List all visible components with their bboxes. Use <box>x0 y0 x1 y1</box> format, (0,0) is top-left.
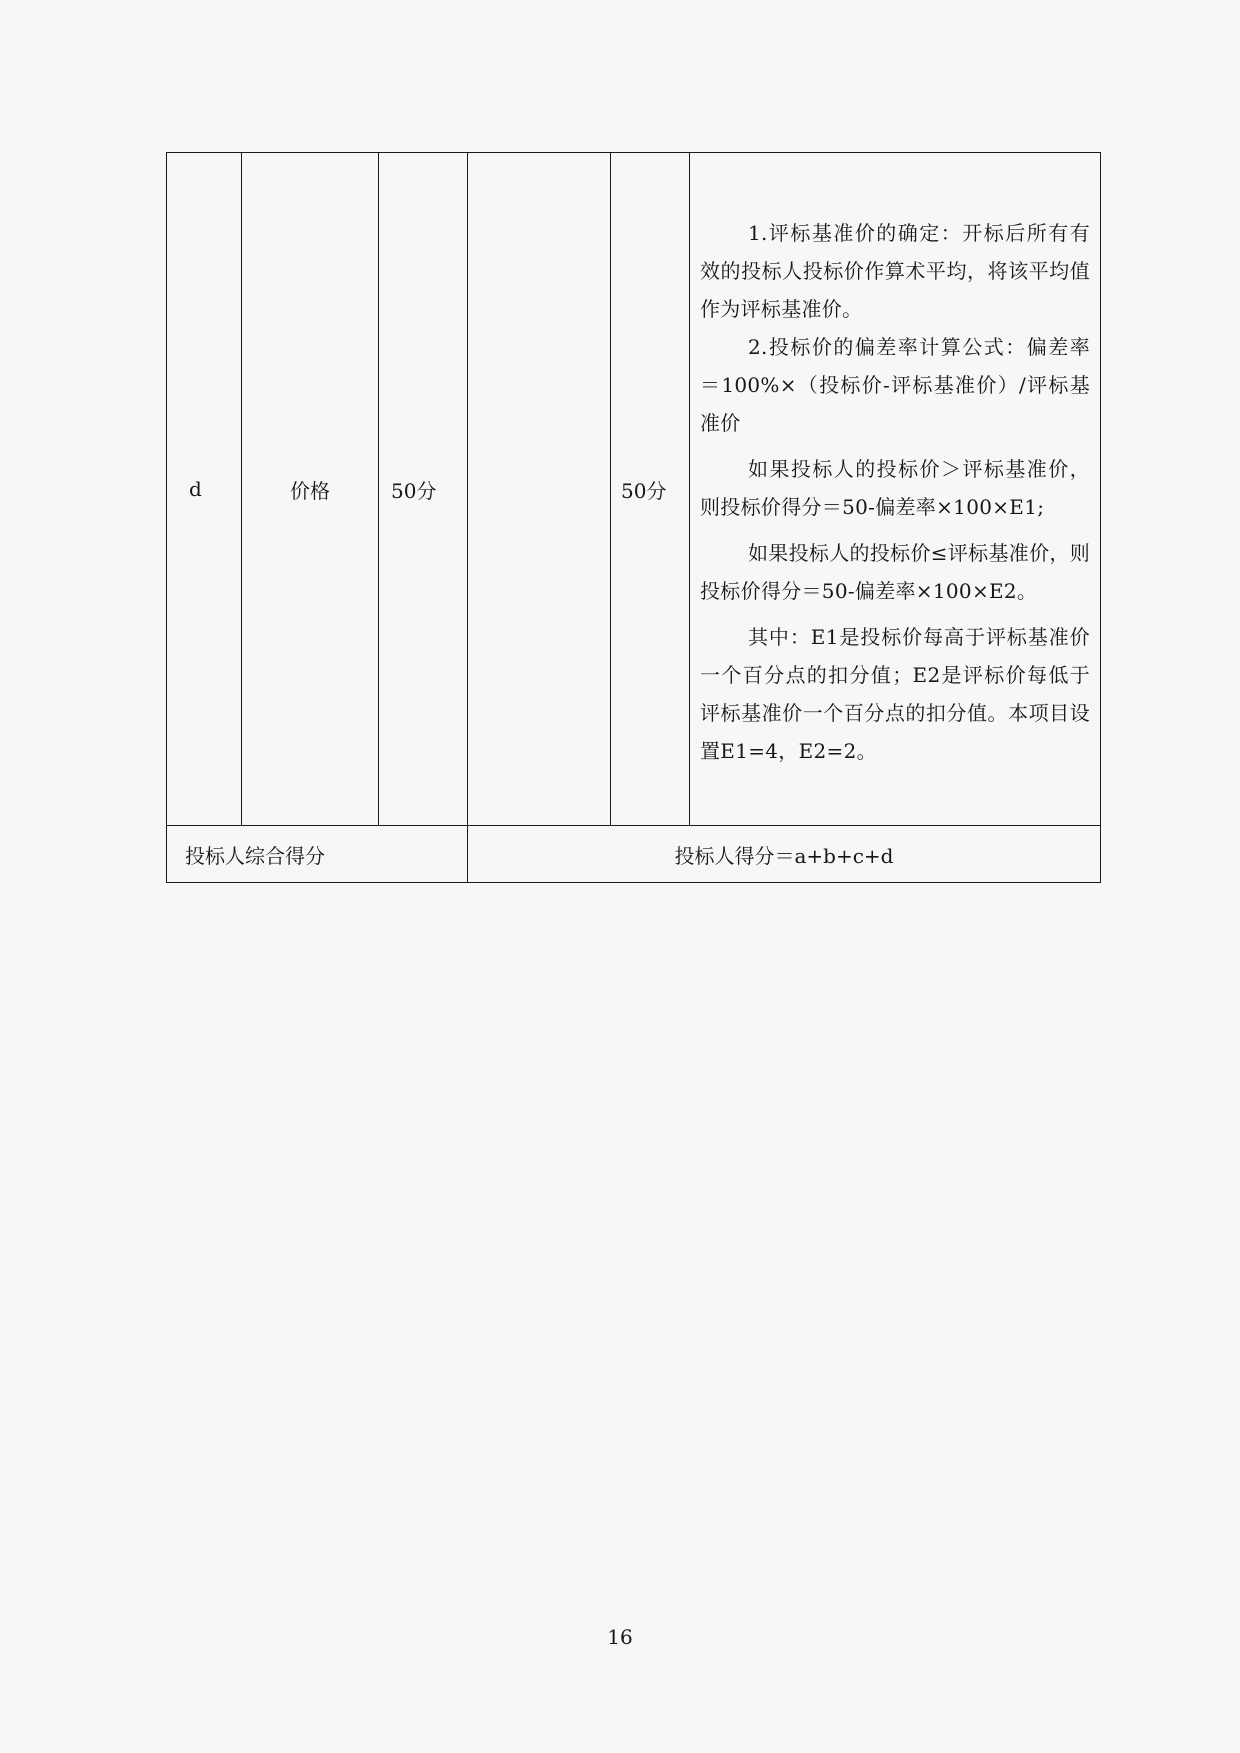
scoring-table <box>166 152 1101 883</box>
page-number: 16 <box>607 1625 633 1649</box>
table-row-total <box>167 826 1101 883</box>
criteria-paragraph-3: 如果投标人的投标价＞评标基准价，则投标价得分＝50-偏差率×100×E1; <box>700 457 1090 519</box>
row-criteria <box>690 153 1101 826</box>
row-score: 50分 <box>611 153 690 826</box>
row-total-points: 50分 <box>379 153 468 826</box>
total-score-label: 投标人综合得分 <box>167 826 468 883</box>
row-index: d <box>167 153 242 826</box>
row-sub-item <box>468 153 611 826</box>
total-score-formula: 投标人得分＝a+b+c+d <box>468 826 1101 883</box>
criteria-paragraph-1: 1.评标基准价的确定：开标后所有有效的投标人投标价作算术平均，将该平均值作为评标基准价。 <box>700 221 1090 321</box>
row-item-name: 价格 <box>242 153 379 826</box>
criteria-paragraph-4: 如果投标人的投标价≤评标基准价，则投标价得分＝50-偏差率×100×E2。 <box>700 541 1090 603</box>
criteria-paragraph-2: 2.投标价的偏差率计算公式：偏差率＝100%×（投标价-评标基准价）/评标基准价 <box>700 335 1090 435</box>
table-row-price <box>167 153 1101 826</box>
criteria-paragraph-5: 其中：E1是投标价每高于评标基准价一个百分点的扣分值；E2是评标价每低于评标基准价一个百分点的扣分值。本项目设置E1=4，E2=2。 <box>700 625 1090 763</box>
